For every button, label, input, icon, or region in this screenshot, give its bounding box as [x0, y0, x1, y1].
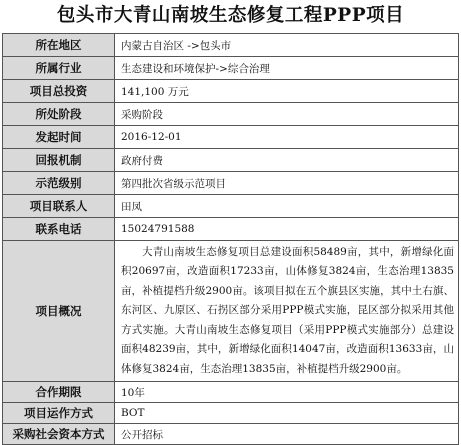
row-label: 项目联系人 — [3, 195, 115, 218]
row-value: 田凤 — [115, 195, 459, 218]
overview-paragraph: 大青山南坡生态修复项目总建设面积58489亩，其中，新增绿化面积20697亩，改造面积17233亩，山体修复3824亩，生态治理13835亩，补植提档升级2900亩。该项目拟在五个旗县区实施，其中土右旗、东河区、九原区、石拐区部分采用PPP模式实施，昆区部分拟采用其他方式实施。大青山南坡生态修复项目（采用PPP模式实施部分）总建设面积48239亩，其中，新增绿化面积14047亩，改造面积13633亩，山体修复3824亩，生态治理13835亩，补植提档升级2900亩。 — [115, 241, 459, 382]
table-row-operation-mode — [3, 403, 459, 424]
row-label: 回报机制 — [3, 149, 115, 172]
row-value: 10年 — [115, 382, 459, 403]
row-value: BOT — [115, 403, 459, 424]
table-row-return-mechanism — [3, 149, 459, 172]
row-value: 采购阶段 — [115, 103, 459, 126]
row-label: 合作期限 — [3, 382, 115, 403]
table-row-overview — [3, 241, 459, 382]
table-row-industry — [3, 57, 459, 80]
table-row-stage — [3, 103, 459, 126]
row-label: 所属行业 — [3, 57, 115, 80]
table-row-region — [3, 34, 459, 57]
row-value: 生态建设和环境保护->综合治理 — [115, 57, 459, 80]
table-row-contact-person — [3, 195, 459, 218]
row-label: 联系电话 — [3, 218, 115, 241]
table-row-total-investment — [3, 80, 459, 103]
row-label: 所在地区 — [3, 34, 115, 57]
table-row-term — [3, 382, 459, 403]
row-label: 示范级别 — [3, 172, 115, 195]
row-label: 项目运作方式 — [3, 403, 115, 424]
page-title: 包头市大青山南坡生态修复工程PPP项目 — [56, 5, 405, 26]
row-label: 项目总投资 — [3, 80, 115, 103]
row-label: 所处阶段 — [3, 103, 115, 126]
row-label: 采购社会资本方式 — [3, 424, 115, 445]
table-row-procurement-method — [3, 424, 459, 445]
table-row-contact-phone — [3, 218, 459, 241]
project-info-table — [2, 33, 459, 445]
table-row-start-date — [3, 126, 459, 149]
row-label: 项目概况 — [3, 241, 115, 382]
row-value: 2016-12-01 — [115, 126, 459, 149]
row-value: 政府付费 — [115, 149, 459, 172]
row-value: 公开招标 — [115, 424, 459, 445]
row-value: 内蒙古自治区 ->包头市 — [115, 34, 459, 57]
row-value: 第四批次省级示范项目 — [115, 172, 459, 195]
row-value: 141,100 万元 — [115, 80, 459, 103]
table-row-demo-level — [3, 172, 459, 195]
row-label: 发起时间 — [3, 126, 115, 149]
row-value: 15024791588 — [115, 218, 459, 241]
